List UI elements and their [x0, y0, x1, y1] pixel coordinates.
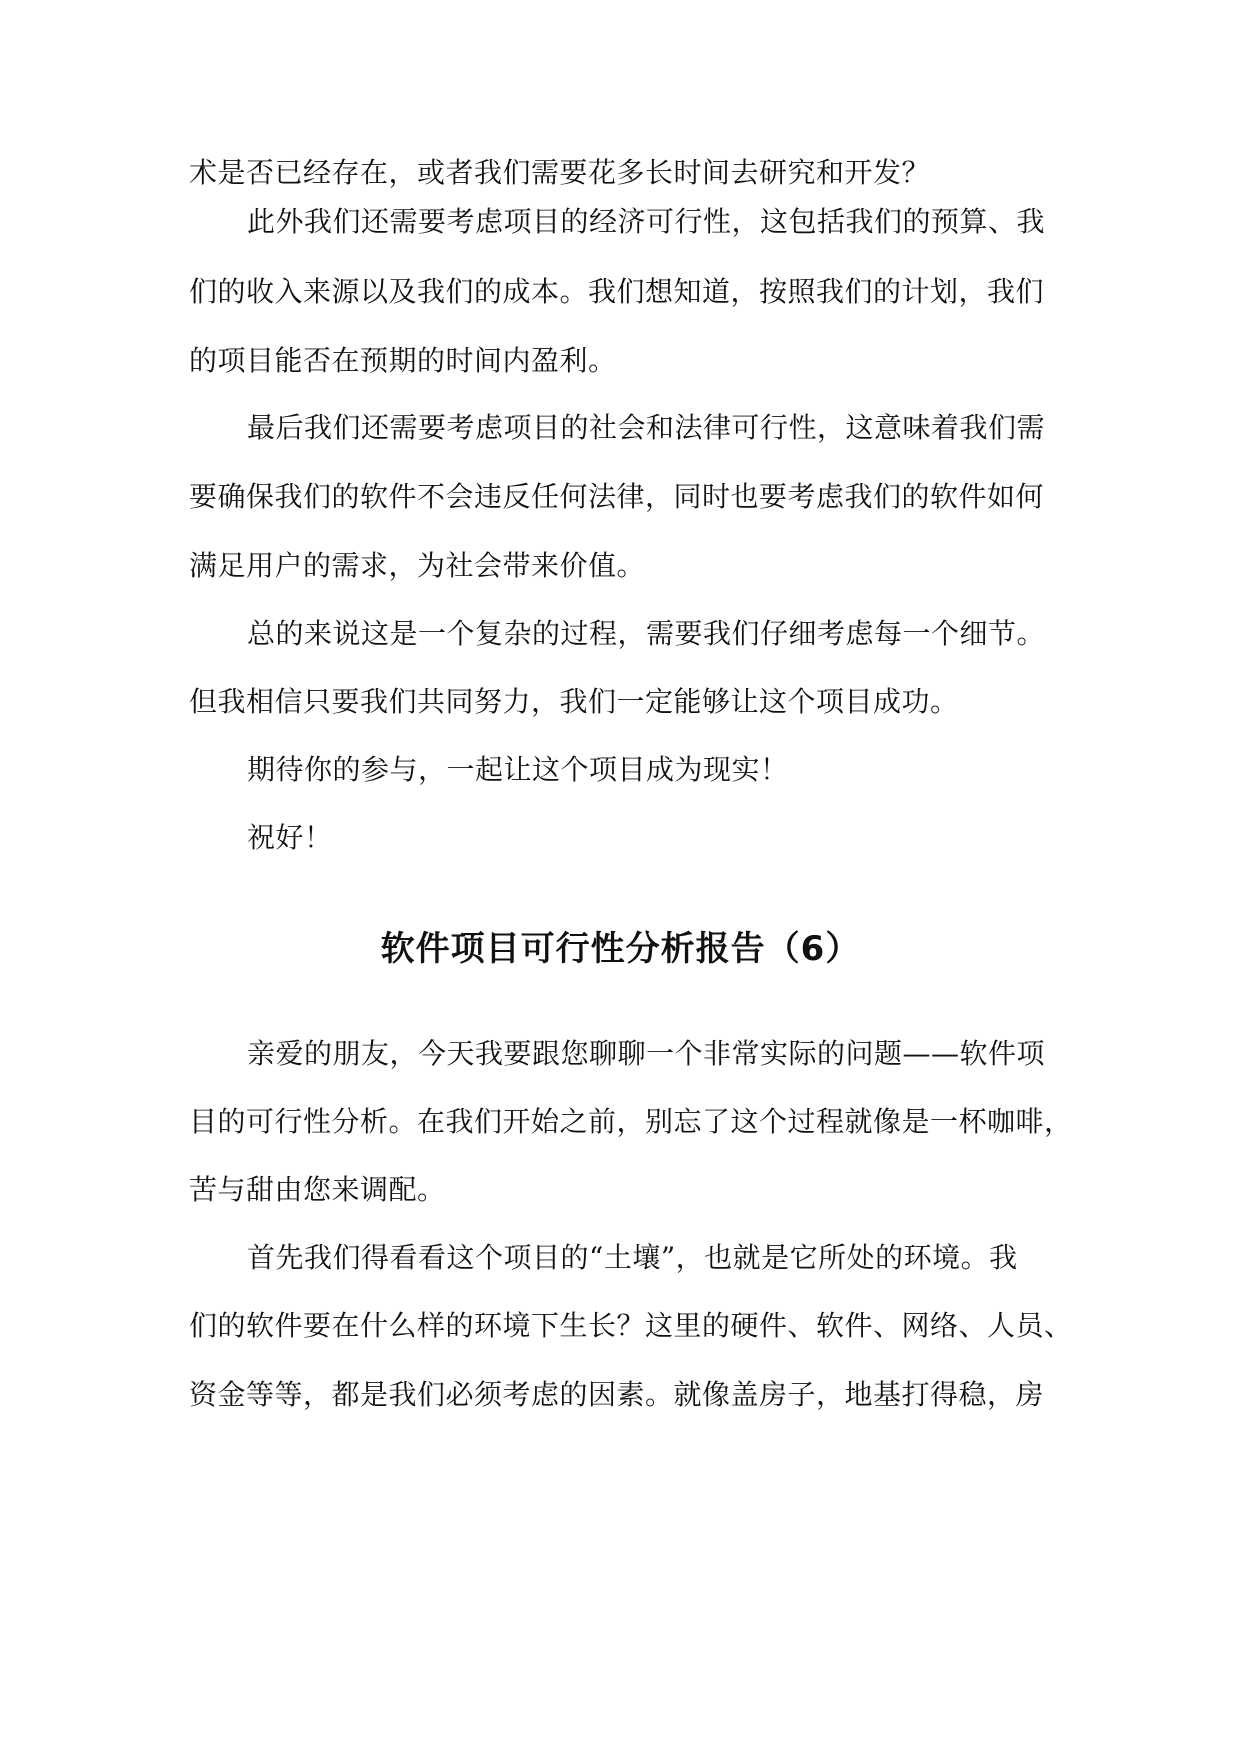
paragraph-first-line: 总的来说这是一个复杂的过程，需要我们仔细考虑每一个细节。: [247, 617, 1046, 650]
paragraph-first-line: 首先我们得看看这个项目的“土壤”，也就是它所处的环境。我: [247, 1241, 1018, 1274]
section-heading: 软件项目可行性分析报告（6）: [380, 929, 861, 969]
body-text-line: 们的收入来源以及我们的成本。我们想知道，按照我们的计划，我们: [189, 275, 1045, 308]
body-text-line: 的项目能否在预期的时间内盈利。: [189, 344, 617, 377]
paragraph-first-line: 期待你的参与，一起让这个项目成为现实！: [247, 753, 789, 786]
body-text-line: 苦与甜由您来调配。: [189, 1173, 446, 1206]
body-text-line: 但我相信只要我们共同努力，我们一定能够让这个项目成功。: [189, 685, 959, 718]
body-text-line: 资金等等，都是我们必须考虑的因素。就像盖房子，地基打得稳，房: [189, 1378, 1045, 1411]
body-text-line: 要确保我们的软件不会违反任何法律，同时也要考虑我们的软件如何: [189, 480, 1045, 513]
body-text-line: 满足用户的需求，为社会带来价值。: [189, 549, 646, 582]
body-text-line: 术是否已经存在，或者我们需要花多长时间去研究和开发？: [189, 156, 931, 189]
paragraph-first-line: 此外我们还需要考虑项目的经济可行性，这包括我们的预算、我: [247, 205, 1046, 238]
paragraph-first-line: 最后我们还需要考虑项目的社会和法律可行性，这意味着我们需: [247, 411, 1046, 444]
closing-line: 祝好！: [247, 821, 333, 854]
paragraph-first-line: 亲爱的朋友，今天我要跟您聊聊一个非常实际的问题——软件项: [247, 1037, 1046, 1070]
body-text-line: 们的软件要在什么样的环境下生长？这里的硬件、软件、网络、人员、: [189, 1309, 1073, 1342]
body-text-line: 目的可行性分析。在我们开始之前，别忘了这个过程就像是一杯咖啡，: [189, 1105, 1073, 1138]
